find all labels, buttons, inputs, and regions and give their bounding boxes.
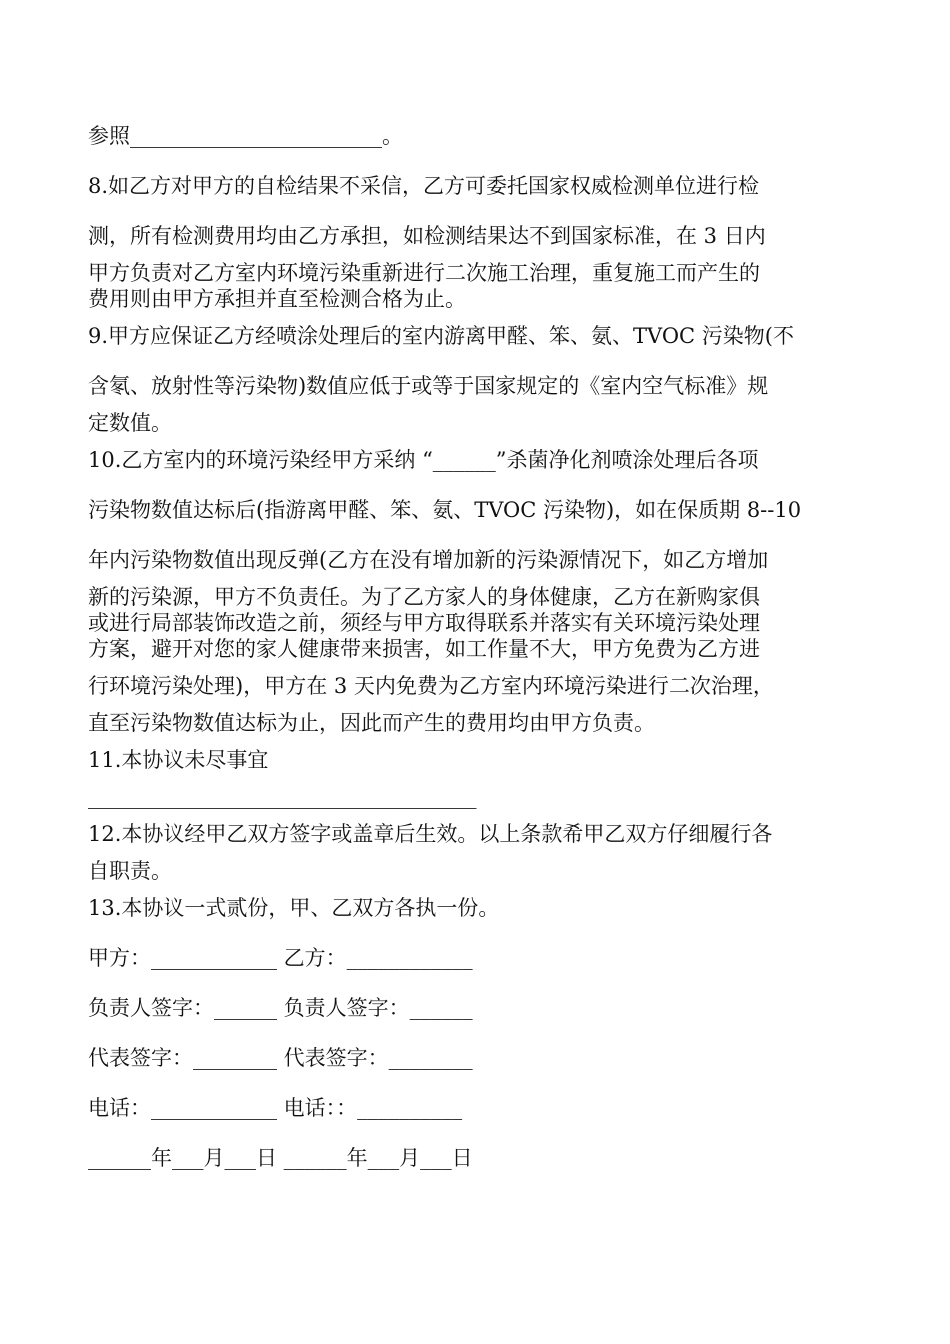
signature-representative-line: 代表签字：________ 代表签字：________: [88, 1046, 473, 1070]
text-line-clause-8-2: 测，所有检测费用均由乙方承担，如检测结果达不到国家标准，在 3 日内: [88, 224, 766, 248]
text-line-clause-10-2: 污染物数值达标后(指游离甲醛、笨、氨、TVOC 污染物)，如在保质期 8--10: [88, 498, 802, 522]
text-line-clause-9-2: 含氡、放射性等污染物)数值应低于或等于国家规定的《室内空气标准》规: [88, 374, 769, 398]
signature-party-line: 甲方：____________ 乙方：____________: [88, 946, 473, 970]
text-line-clause-9-3: 定数值。: [88, 411, 172, 435]
text-line-clause-11-blank: _____________________________________: [88, 785, 477, 809]
text-line-clause-10-7: 行环境污染处理)，甲方在 3 天内免费为乙方室内环境污染进行二次治理，: [88, 674, 774, 698]
text-line-reference: 参照________________________。: [88, 124, 403, 148]
text-line-clause-10-4: 新的污染源，甲方不负责任。为了乙方家人的身体健康，乙方在新购家俱: [88, 585, 760, 609]
text-line-clause-10-3: 年内污染物数值出现反弹(乙方在没有增加新的污染源情况下，如乙方增加: [88, 548, 769, 572]
text-line-clause-8-1: 8.如乙方对甲方的自检结果不采信，乙方可委托国家权威检测单位进行检: [88, 174, 760, 198]
text-line-clause-9-1: 9.甲方应保证乙方经喷涂处理后的室内游离甲醛、笨、氨、TVOC 污染物(不: [88, 324, 794, 348]
signature-phone-line: 电话：____________ 电话：：__________: [88, 1096, 463, 1120]
signature-responsible-line: 负责人签字：______ 负责人签字：______: [88, 996, 473, 1020]
text-line-clause-13: 13.本协议一式贰份，甲、乙双方各执一份。: [88, 896, 500, 920]
text-line-clause-12-2: 自职责。: [88, 859, 172, 883]
text-line-clause-10-6: 方案，避开对您的家人健康带来损害，如工作量不大，甲方免费为乙方进: [88, 637, 760, 661]
text-line-clause-8-3: 甲方负责对乙方室内环境污染重新进行二次施工治理，重复施工而产生的: [88, 261, 760, 285]
text-line-clause-10-1: 10.乙方室内的环境污染经甲方采纳 “______”杀菌净化剂喷涂处理后各项: [88, 448, 759, 472]
text-line-clause-11: 11.本协议未尽事宜: [88, 748, 269, 772]
text-line-clause-12-1: 12.本协议经甲乙双方签字或盖章后生效。以上条款希甲乙双方仔细履行各: [88, 822, 773, 846]
signature-date-line: ______年___月___日 ______年___月___日: [88, 1146, 473, 1170]
text-line-clause-10-5: 或进行局部装饰改造之前，须经与甲方取得联系并落实有关环境污染处理: [88, 611, 760, 635]
text-line-clause-8-4: 费用则由甲方承担并直至检测合格为止。: [88, 287, 466, 311]
text-line-clause-10-8: 直至污染物数值达标为止，因此而产生的费用均由甲方负责。: [88, 711, 655, 735]
